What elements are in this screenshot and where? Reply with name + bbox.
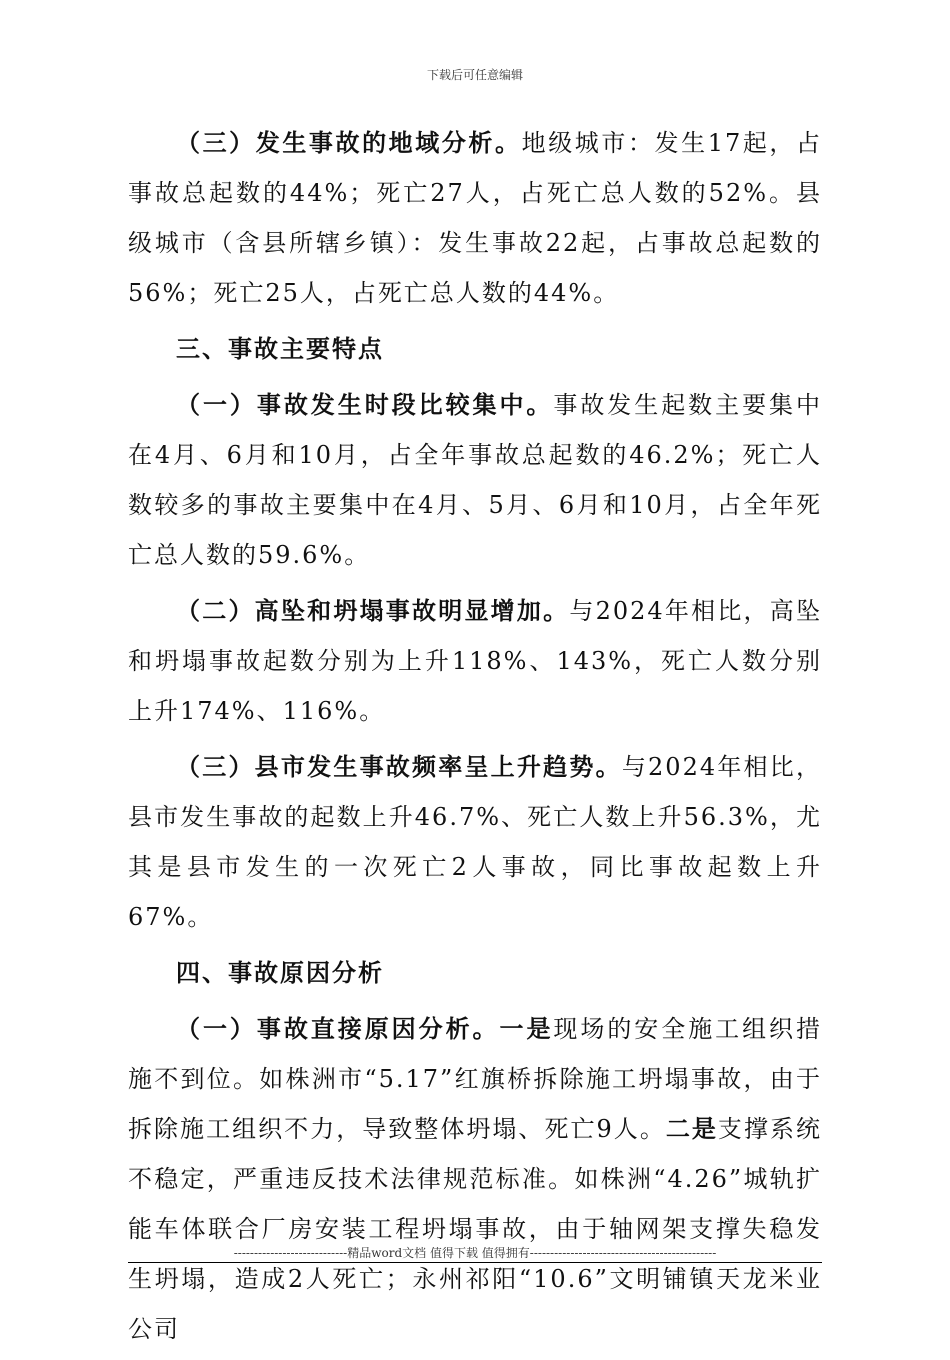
paragraph-lead: （三）发生事故的地域分析。: [176, 128, 522, 157]
paragraph-lead: （一）事故直接原因分析。: [176, 1014, 500, 1043]
document-body: [128, 118, 822, 1360]
cause-marker: 一是: [499, 1014, 554, 1043]
footer-divider: [128, 1262, 822, 1263]
paragraph-text: 与2024年相比，县市发生事故的起数上升46.7%、死亡人数上升56.3%，尤其是县市发生的一次死亡2人事故，同比事故起数上升67%。: [128, 753, 823, 931]
paragraph-county-trend: [128, 742, 822, 942]
cause-marker: 二是: [665, 1114, 718, 1143]
paragraph-lead: （二）高坠和坍塌事故明显增加。: [176, 596, 570, 625]
paragraph-lead: （一）事故发生时段比较集中。: [176, 390, 554, 419]
section-heading: 三、事故主要特点: [176, 334, 384, 363]
cause-text: 支撑系统不稳定，严重违反技术法律规范标准。如株洲“4.26”城轨扩能车体联合厂房安装工程坍塌事故，由于轴网架支撑失稳发生坍塌，造成2人死亡；永州祁阳“10.6”文明铺镇天龙米业公司: [128, 1115, 823, 1343]
page-header: 下载后可任意编辑: [426, 68, 523, 82]
paragraph-text: 与2024年相比，高坠和坍塌事故起数分别为上升118%、143%，死亡人数分别上升174%、116%。: [128, 597, 823, 725]
paragraph-lead: （三）县市发生事故频率呈上升趋势。: [176, 752, 622, 781]
paragraph-fall-collapse-increase: [128, 586, 822, 736]
page-footer: ----------------------------精品word文档 值得下载 值得拥有----------------------------------------------: [233, 1246, 717, 1260]
paragraph-time-concentration: [128, 380, 822, 580]
paragraph-text: 事故发生起数主要集中在4月、6月和10月，占全年事故总起数的46.2%；死亡人数较多的事故主要集中在4月、5月、6月和10月，占全年死亡总人数的59.6%。: [128, 391, 822, 569]
paragraph-regional-analysis: [128, 118, 822, 318]
paragraph-direct-causes: [128, 1004, 822, 1354]
section-heading: 四、事故原因分析: [176, 958, 384, 987]
paragraph-text: 地级城市：发生17起，占事故总起数的44%；死亡27人，占死亡总人数的52%。县级城市（含县所辖乡镇）：发生事故22起，占事故总起数的56%；死亡25人，占死亡总人数的44%。: [128, 129, 822, 307]
cause-text: 现场的安全施工组织措施不到位。如株洲市“5.17”红旗桥拆除施工坍塌事故，由于拆除施工组织不力，导致整体坍塌、死亡9人。: [128, 1015, 823, 1143]
